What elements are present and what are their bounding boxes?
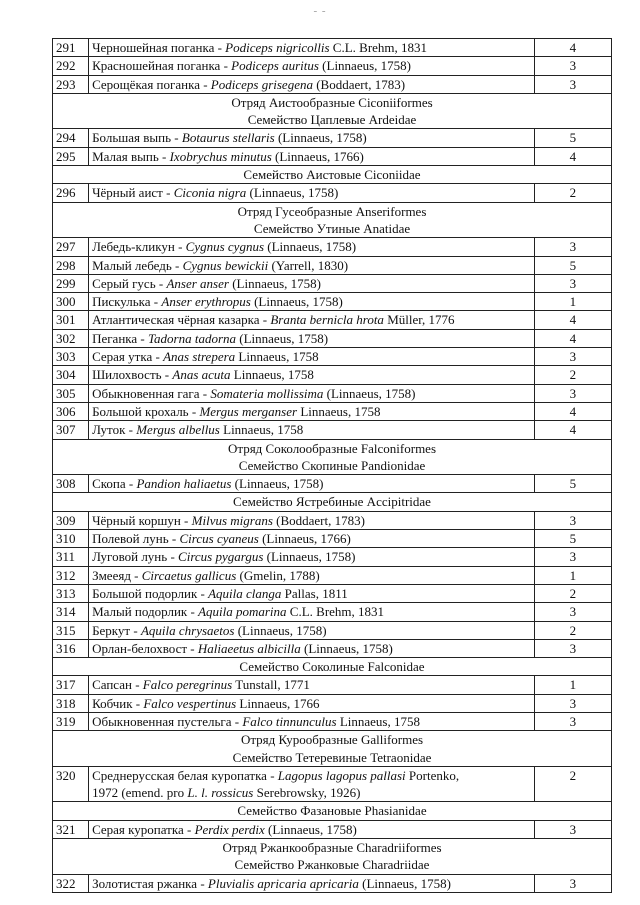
- species-authority: Müller, 1776: [387, 312, 455, 328]
- status-category: 2: [534, 184, 611, 202]
- species-russian-name: Большая выпь -: [92, 130, 179, 146]
- taxon-header-row: [53, 658, 612, 676]
- species-name-cell: [89, 329, 535, 347]
- species-authority: (Linnaeus, 1758): [268, 821, 357, 837]
- species-latin-name: Perdix perdix: [194, 821, 265, 837]
- status-category: 3: [534, 639, 611, 657]
- species-russian-name: Большой крохаль -: [92, 403, 197, 419]
- status-category: 3: [534, 603, 611, 621]
- species-row: [53, 238, 612, 256]
- status-category: 5: [534, 530, 611, 548]
- species-russian-name: Скопа -: [92, 476, 134, 492]
- species-authority: Pallas, 1811: [284, 585, 348, 601]
- status-category: 4: [534, 402, 611, 420]
- species-row: [53, 621, 612, 639]
- species-number: 318: [53, 694, 89, 712]
- species-name-cell: [89, 384, 535, 402]
- species-name-cell: [89, 366, 535, 384]
- species-russian-name: Черношейная поганка -: [92, 40, 222, 55]
- species-authority: (Linnaeus, 1766): [275, 148, 364, 164]
- status-category: 1: [534, 676, 611, 694]
- species-row: [53, 129, 612, 147]
- species-name-cell: [89, 621, 535, 639]
- species-name-cell: [89, 293, 535, 311]
- taxon-header-line: Семейство Тетеревиные Tetraonidae: [232, 749, 432, 765]
- species-name-cell: [89, 184, 535, 202]
- species-name-cell: [89, 147, 535, 165]
- species-number: 310: [53, 530, 89, 548]
- species-authority: (Linnaeus, 1758): [304, 640, 393, 656]
- species-latin-name: Pluvialis apricaria apricaria: [207, 875, 359, 891]
- species-number: 311: [53, 548, 89, 566]
- species-name-cell: [89, 75, 535, 93]
- species-latin-name: Aquila pomarina: [198, 604, 287, 620]
- species-name-cell: [89, 874, 535, 892]
- species-number: 309: [53, 511, 89, 529]
- species-number: 307: [53, 421, 89, 439]
- page-top-marks: - -: [313, 5, 327, 17]
- species-row: [53, 147, 612, 165]
- species-name-cell: [89, 511, 535, 529]
- species-authority: Linnaeus, 1766: [239, 695, 320, 711]
- species-name-cell: [89, 39, 535, 57]
- taxon-header-cell: [53, 93, 612, 129]
- species-name-cell: [89, 584, 535, 602]
- species-name-cell: [89, 530, 535, 548]
- species-latin-name: Falco peregrinus: [142, 677, 233, 693]
- species-row: [53, 256, 612, 274]
- species-number: 314: [53, 603, 89, 621]
- species-row: [53, 348, 612, 366]
- species-latin-name: Botaurus stellaris: [181, 130, 275, 146]
- species-latin-name: Podiceps auritus: [231, 58, 319, 74]
- taxon-header-line: Отряд Соколообразные Falconiformes: [227, 440, 437, 456]
- status-category: 4: [534, 329, 611, 347]
- species-latin-name: Anser anser: [166, 275, 229, 291]
- status-category: 5: [534, 129, 611, 147]
- species-authority: (Linnaeus, 1758): [237, 622, 327, 638]
- species-row: [53, 874, 612, 892]
- taxon-header-line: Семейство Ржанковые Charadriidae: [234, 857, 430, 873]
- taxon-header-cell: [53, 802, 612, 820]
- species-latin-name: Lagopus lagopus pallasi: [277, 767, 406, 783]
- species-number: 313: [53, 584, 89, 602]
- species-number: 294: [53, 129, 89, 147]
- species-latin-name: Mergus merganser: [199, 403, 298, 419]
- species-number: 315: [53, 621, 89, 639]
- taxon-header-line: Отряд Курообразные Galliformes: [240, 732, 424, 748]
- species-latin-name: Circus pygargus: [178, 549, 264, 565]
- species-russian-name: Серая утка -: [92, 349, 160, 365]
- species-authority: Linnaeus, 1758: [238, 349, 319, 365]
- species-number: 305: [53, 384, 89, 402]
- species-row: [53, 421, 612, 439]
- species-row: [53, 566, 612, 584]
- species-name-cell: [89, 548, 535, 566]
- species-row: [53, 402, 612, 420]
- species-russian-name: Обыкновенная пустельга -: [92, 713, 240, 729]
- species-latin-name: Milvus migrans: [191, 512, 273, 528]
- species-name-cell: [89, 402, 535, 420]
- species-number: 299: [53, 274, 89, 292]
- taxon-header-line: Отряд Ржанкообразные Charadriiformes: [222, 840, 442, 856]
- species-name-cell: [89, 712, 535, 730]
- species-latin-name: Cygnus bewickii: [182, 257, 269, 273]
- taxon-header-row: [53, 439, 612, 475]
- species-number: 291: [53, 39, 89, 57]
- species-number: 308: [53, 475, 89, 493]
- taxon-header-line: Семейство Скопиные Pandionidae: [238, 457, 426, 473]
- species-latin-name: Anser erythropus: [161, 294, 251, 310]
- taxon-header-row: [53, 731, 612, 767]
- species-authority-line2: 1972 (emend. pro: [92, 785, 185, 801]
- species-latin-name: Podiceps nigricollis: [225, 40, 330, 55]
- species-russian-name: Пеганка -: [92, 330, 145, 346]
- species-latin-name: Haliaeetus albicilla: [197, 640, 301, 656]
- species-number: 301: [53, 311, 89, 329]
- species-row: [53, 329, 612, 347]
- species-authority-line2b: Serebrowsky, 1926): [256, 785, 361, 801]
- species-russian-name: Шилохвость -: [92, 367, 170, 383]
- species-latin-name: Ciconia nigra: [173, 185, 247, 201]
- species-russian-name: Золотистая ржанка -: [92, 875, 205, 891]
- status-category: 3: [534, 694, 611, 712]
- species-authority: (Linnaeus, 1758): [266, 549, 356, 565]
- status-category: 3: [534, 238, 611, 256]
- species-row: [53, 511, 612, 529]
- species-russian-name: Серый гусь -: [92, 275, 164, 291]
- taxon-header-line: Семейство Соколиные Falconidae: [239, 659, 425, 675]
- species-russian-name: Среднерусская белая куропатка -: [92, 767, 275, 783]
- species-number: 319: [53, 712, 89, 730]
- species-row: [53, 75, 612, 93]
- status-category: 4: [534, 311, 611, 329]
- species-row: [53, 694, 612, 712]
- species-row: [53, 530, 612, 548]
- taxon-header-cell: [53, 439, 612, 475]
- species-authority: Linnaeus, 1758: [223, 422, 304, 438]
- status-category: 2: [534, 766, 611, 802]
- species-name-cell: [89, 676, 535, 694]
- species-authority: (Boddaert, 1783): [276, 512, 365, 528]
- status-category: 3: [534, 384, 611, 402]
- taxon-header-line: Отряд Аистообразные Ciconiiformes: [231, 94, 433, 110]
- species-row: [53, 293, 612, 311]
- species-authority: (Linnaeus, 1758): [326, 385, 416, 401]
- taxon-header-cell: [53, 839, 612, 875]
- species-latin-name: Aquila clanga: [208, 585, 282, 601]
- species-name-cell: [89, 129, 535, 147]
- species-number: 292: [53, 57, 89, 75]
- taxon-header-row: [53, 166, 612, 184]
- species-number: 296: [53, 184, 89, 202]
- species-number: 306: [53, 402, 89, 420]
- taxon-header-row: [53, 802, 612, 820]
- status-category: 5: [534, 475, 611, 493]
- species-number: 297: [53, 238, 89, 256]
- taxon-header-row: [53, 493, 612, 511]
- species-row: [53, 57, 612, 75]
- species-latin-name: Branta bernicla hrota: [270, 312, 384, 328]
- species-russian-name: Чёрный аист -: [92, 185, 171, 201]
- species-row: [53, 274, 612, 292]
- species-authority: (Linnaeus, 1758): [322, 58, 411, 74]
- species-row: [53, 603, 612, 621]
- taxon-header-line: Семейство Цаплевые Ardeidae: [247, 112, 417, 128]
- species-number: 312: [53, 566, 89, 584]
- species-authority: Portenko,: [408, 767, 460, 783]
- species-authority: (Linnaeus, 1758): [239, 330, 329, 346]
- species-latin-name: Anas acuta: [172, 367, 231, 383]
- species-row: [53, 676, 612, 694]
- species-russian-name: Сапсан -: [92, 677, 140, 693]
- species-number: 322: [53, 874, 89, 892]
- species-latin-name: Podiceps grisegena: [210, 76, 313, 92]
- species-table-body: [53, 39, 612, 893]
- species-row: [53, 475, 612, 493]
- species-authority: (Linnaeus, 1758): [234, 476, 324, 492]
- species-authority: (Linnaeus, 1758): [254, 294, 343, 310]
- species-name-cell: [89, 475, 535, 493]
- species-authority: Linnaeus, 1758: [300, 403, 381, 419]
- species-latin-name: Mergus albellus: [136, 422, 220, 438]
- status-category: 3: [534, 511, 611, 529]
- species-number: 302: [53, 329, 89, 347]
- species-row: [53, 384, 612, 402]
- species-name-cell: [89, 603, 535, 621]
- species-latin-name: Aquila chrysaetos: [140, 622, 235, 638]
- species-latin-name: Tadorna tadorna: [148, 330, 237, 346]
- species-latin-name: Somateria mollissima: [210, 385, 324, 401]
- species-authority: (Linnaeus, 1758): [249, 185, 339, 201]
- species-row: [53, 184, 612, 202]
- status-category: 2: [534, 621, 611, 639]
- taxon-header-line: Семейство Утиные Anatidae: [253, 220, 411, 236]
- species-row: [53, 366, 612, 384]
- species-latin-name: Pandion haliaetus: [136, 476, 232, 492]
- species-row: [53, 712, 612, 730]
- status-category: 2: [534, 584, 611, 602]
- species-name-cell: [89, 311, 535, 329]
- species-russian-name: Полевой лунь -: [92, 531, 177, 547]
- species-russian-name: Пискулька -: [92, 294, 159, 310]
- status-category: 4: [534, 421, 611, 439]
- species-russian-name: Малый лебедь -: [92, 257, 180, 273]
- species-russian-name: Большой подорлик -: [92, 585, 205, 601]
- taxon-header-cell: [53, 166, 612, 184]
- species-latin-name: Circus cyaneus: [179, 531, 259, 547]
- species-row: [53, 766, 612, 802]
- status-category: 3: [534, 820, 611, 838]
- taxon-header-cell: [53, 731, 612, 767]
- taxon-header-cell: [53, 493, 612, 511]
- species-authority: (Linnaeus, 1766): [262, 531, 351, 547]
- status-category: 4: [534, 147, 611, 165]
- species-latin-name: Ixobrychus minutus: [169, 148, 272, 164]
- species-name-cell: [89, 256, 535, 274]
- species-name-cell: [89, 766, 535, 802]
- species-number: 293: [53, 75, 89, 93]
- species-latin-name: Circaetus gallicus: [141, 567, 237, 583]
- species-latin-name: Anas strepera: [163, 349, 236, 365]
- status-category: 1: [534, 293, 611, 311]
- taxon-header-row: [53, 202, 612, 238]
- species-authority: (Linnaeus, 1758): [277, 130, 367, 146]
- species-russian-name: Красношейная поганка -: [92, 58, 228, 74]
- species-authority: Linnaeus, 1758: [233, 367, 314, 383]
- status-category: 4: [534, 39, 611, 57]
- status-category: 3: [534, 274, 611, 292]
- species-name-cell: [89, 274, 535, 292]
- species-row: [53, 39, 612, 57]
- species-russian-name: Беркут -: [92, 622, 138, 638]
- taxon-header-row: [53, 93, 612, 129]
- species-number: 303: [53, 348, 89, 366]
- taxon-header-cell: [53, 658, 612, 676]
- species-russian-name: Чёрный коршун -: [92, 512, 189, 528]
- taxon-header-cell: [53, 202, 612, 238]
- taxon-header-line: Семейство Аистовые Ciconiidae: [243, 167, 421, 183]
- species-name-cell: [89, 421, 535, 439]
- status-category: 5: [534, 256, 611, 274]
- species-russian-name: Обыкновенная гага -: [92, 385, 208, 401]
- species-number: 300: [53, 293, 89, 311]
- species-latin-name: Cygnus cygnus: [185, 239, 265, 255]
- species-russian-name: Кобчик -: [92, 695, 141, 711]
- species-russian-name: Луток -: [92, 422, 133, 438]
- species-russian-name: Лебедь-кликун -: [92, 239, 183, 255]
- species-latin-name: Falco vespertinus: [143, 695, 237, 711]
- species-authority: (Linnaeus, 1758): [232, 275, 321, 291]
- species-latin-name: Falco tinnunculus: [242, 713, 337, 729]
- species-authority: Linnaeus, 1758: [339, 713, 420, 729]
- status-category: 3: [534, 348, 611, 366]
- species-authority: C.L. Brehm, 1831: [332, 40, 428, 55]
- species-number: 321: [53, 820, 89, 838]
- species-table: [52, 38, 612, 893]
- species-number: 298: [53, 256, 89, 274]
- species-authority: (Yarrell, 1830): [271, 257, 349, 273]
- species-name-cell: [89, 238, 535, 256]
- species-authority: (Linnaeus, 1758): [362, 875, 451, 891]
- species-russian-name: Серощёкая поганка -: [92, 76, 208, 92]
- species-number: 320: [53, 766, 89, 802]
- species-name-cell: [89, 348, 535, 366]
- species-name-cell: [89, 820, 535, 838]
- species-russian-name: Серая куропатка -: [92, 821, 192, 837]
- species-number: 295: [53, 147, 89, 165]
- species-name-cell: [89, 57, 535, 75]
- species-authority: Tunstall, 1771: [235, 677, 310, 693]
- taxon-header-row: [53, 839, 612, 875]
- species-name-cell: [89, 694, 535, 712]
- status-category: 3: [534, 712, 611, 730]
- status-category: 3: [534, 874, 611, 892]
- species-russian-name: Малая выпь -: [92, 148, 167, 164]
- taxon-header-line: Семейство Ястребиные Accipitridae: [233, 494, 431, 510]
- species-russian-name: Орлан-белохвост -: [92, 640, 195, 656]
- species-latin-name-alt: L. l. rossicus: [187, 785, 254, 801]
- species-row: [53, 584, 612, 602]
- species-row: [53, 820, 612, 838]
- status-category: 3: [534, 75, 611, 93]
- species-row: [53, 311, 612, 329]
- status-category: 2: [534, 366, 611, 384]
- species-row: [53, 639, 612, 657]
- species-row: [53, 548, 612, 566]
- species-name-cell: [89, 639, 535, 657]
- species-russian-name: Атлантическая чёрная казарка -: [92, 312, 268, 328]
- species-number: 304: [53, 366, 89, 384]
- species-authority: (Gmelin, 1788): [239, 567, 320, 583]
- species-authority: (Boddaert, 1783): [316, 76, 406, 92]
- species-number: 316: [53, 639, 89, 657]
- status-category: 3: [534, 548, 611, 566]
- species-russian-name: Малый подорлик -: [92, 604, 195, 620]
- species-name-cell: [89, 566, 535, 584]
- species-russian-name: Змееяд -: [92, 567, 139, 583]
- species-authority: (Linnaeus, 1758): [267, 239, 357, 255]
- status-category: 1: [534, 566, 611, 584]
- species-number: 317: [53, 676, 89, 694]
- taxon-header-line: Отряд Гусеобразные Anseriformes: [237, 203, 427, 219]
- status-category: 3: [534, 57, 611, 75]
- taxon-header-line: Семейство Фазановые Phasianidae: [237, 803, 427, 819]
- species-authority: C.L. Brehm, 1831: [289, 604, 385, 620]
- species-russian-name: Луговой лунь -: [92, 549, 175, 565]
